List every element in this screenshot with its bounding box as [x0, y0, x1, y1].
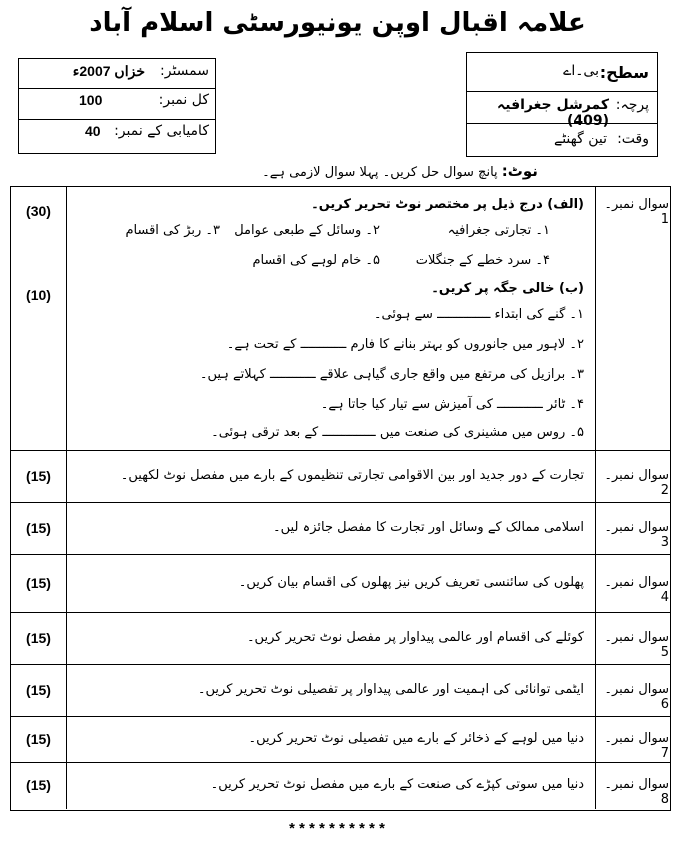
fill-blank-item: ۵۔ روس میں مشینری کی صنعت میں ــــــــــــــ کے بعد ترقی ہوئی۔ — [211, 425, 584, 440]
question-number: سوال نمبر۔8 — [604, 777, 669, 807]
question-row-2 — [11, 451, 670, 503]
question-text: دنیا میں لوہے کے ذخائر کے بارے میں تفصیلی نوٹ تحریر کریں۔ — [248, 731, 584, 746]
fill-blank-item: ۳۔ برازیل کی مرتفع میں واقع جاری گیاہی علاقے ــــــــــــ کہلاتے ہیں۔ — [199, 367, 584, 382]
column-divider — [595, 613, 596, 664]
column-divider — [66, 187, 67, 450]
column-divider — [595, 503, 596, 554]
column-divider — [595, 451, 596, 502]
time-value: تین گھنٹے — [554, 131, 607, 147]
paper-value: کمرشل جغرافیہ (409) — [497, 97, 609, 129]
question-marks: (15) — [26, 575, 51, 591]
question-number: سوال نمبر۔5 — [604, 630, 669, 660]
total-marks-value: 100 — [79, 92, 103, 108]
marks-part-b: (10) — [26, 287, 51, 303]
divider — [19, 119, 215, 120]
question-row-4 — [11, 555, 670, 613]
part-a-item: ۴۔ سرد خطے کے جنگلات — [415, 253, 550, 268]
part-a-item: ۱۔ تجارتی جغرافیہ — [447, 223, 550, 238]
fill-blank-item: ۲۔ لاہور میں جانوروں کو بہتر بنانے کا فارم ــــــــــــ کے تحت ہے۔ — [226, 337, 584, 352]
column-divider — [66, 555, 67, 612]
column-divider — [595, 665, 596, 716]
divider — [467, 91, 657, 92]
total-marks-label: کل نمبر: — [158, 92, 209, 108]
part-a-item: ۵۔ خام لوہے کی اقسام — [252, 253, 380, 268]
column-divider — [66, 665, 67, 716]
semester-label: سمسٹر: — [160, 63, 209, 79]
fill-blank-item: ۱۔ گنے کی ابتداء ــــــــــــــ سے ہوئی۔ — [373, 307, 584, 322]
level-label: سطح: — [599, 63, 649, 82]
semester-value: خزاں 2007ء — [72, 63, 145, 79]
end-of-paper-marker: ********** — [287, 822, 388, 839]
part-a-item: ۲۔ وسائل کے طبعی عوامل — [234, 223, 380, 238]
question-marks: (15) — [26, 520, 51, 536]
part-b-heading: (ب) خالی جگہ پر کریں۔ — [431, 281, 584, 296]
instructions-note — [150, 162, 650, 180]
pass-marks-value: 40 — [85, 123, 101, 139]
column-divider — [66, 613, 67, 664]
question-text: پھلوں کی سائنسی تعریف کریں نیز پھلوں کی اقسام بیان کریں۔ — [238, 575, 584, 590]
question-row-8 — [11, 763, 670, 809]
column-divider — [595, 187, 596, 450]
question-marks: (15) — [26, 731, 51, 747]
column-divider — [66, 717, 67, 762]
divider — [19, 88, 215, 89]
column-divider — [66, 451, 67, 502]
question-number: سوال نمبر۔7 — [604, 731, 669, 761]
question-number: سوال نمبر۔2 — [604, 468, 669, 498]
level-value: بی۔اے — [563, 63, 599, 79]
column-divider — [595, 555, 596, 612]
question-number: سوال نمبر۔3 — [604, 520, 669, 550]
marks-part-a: (30) — [26, 203, 51, 219]
question-row-6 — [11, 665, 670, 717]
question-row-7 — [11, 717, 670, 763]
question-marks: (15) — [26, 468, 51, 484]
divider — [467, 123, 657, 124]
question-number: سوال نمبر۔4 — [604, 575, 669, 605]
question-marks: (15) — [26, 777, 51, 793]
note-label: نوٹ: — [501, 162, 538, 180]
pass-marks-label: کامیابی کے نمبر: — [114, 123, 209, 139]
note-text: پانچ سوال حل کریں۔ پہلا سوال لازمی ہے۔ — [262, 165, 498, 180]
question-row-5 — [11, 613, 670, 665]
exam-info-box — [18, 58, 216, 154]
question-number: سوال نمبر۔6 — [604, 682, 669, 712]
question-row-3 — [11, 503, 670, 555]
course-info-box — [466, 52, 658, 157]
question-number: سوال نمبر۔1 — [604, 197, 669, 227]
question-marks: (15) — [26, 682, 51, 698]
fill-blank-item: ۴۔ ٹائر ــــــــــــ کی آمیزش سے تیار کیا جاتا ہے۔ — [320, 397, 584, 412]
column-divider — [66, 763, 67, 809]
question-text: ایٹمی توانائی کی اہمیت اور عالمی پیداوار پر تفصیلی نوٹ تحریر کریں۔ — [197, 682, 584, 697]
question-text: اسلامی ممالک کے وسائل اور تجارت کا مفصل جائزہ لیں۔ — [273, 520, 584, 535]
part-a-heading: (الف) درج ذیل پر مختصر نوٹ تحریر کریں۔ — [311, 197, 584, 212]
question-text: تجارت کے دور جدید اور بین الاقوامی تجارتی تنظیموں کے بارے میں مفصل نوٹ لکھیں۔ — [120, 468, 584, 483]
column-divider — [66, 503, 67, 554]
question-row-1 — [11, 187, 670, 451]
part-a-item: ۳۔ ربڑ کی اقسام — [125, 223, 220, 238]
question-text: دنیا میں سوتی کپڑے کی صنعت کے بارے میں مفصل نوٹ تحریر کریں۔ — [210, 777, 584, 792]
question-marks: (15) — [26, 630, 51, 646]
column-divider — [595, 717, 596, 762]
time-label: وقت: — [617, 131, 649, 147]
questions-table — [10, 186, 671, 811]
question-text: کوئلے کی اقسام اور عالمی پیداوار پر مفصل نوٹ تحریر کریں۔ — [246, 630, 584, 645]
column-divider — [595, 763, 596, 809]
paper-label: پرچہ: — [615, 97, 649, 113]
university-title: علامہ اقبال اوپن یونیورسٹی اسلام آباد — [89, 8, 586, 38]
